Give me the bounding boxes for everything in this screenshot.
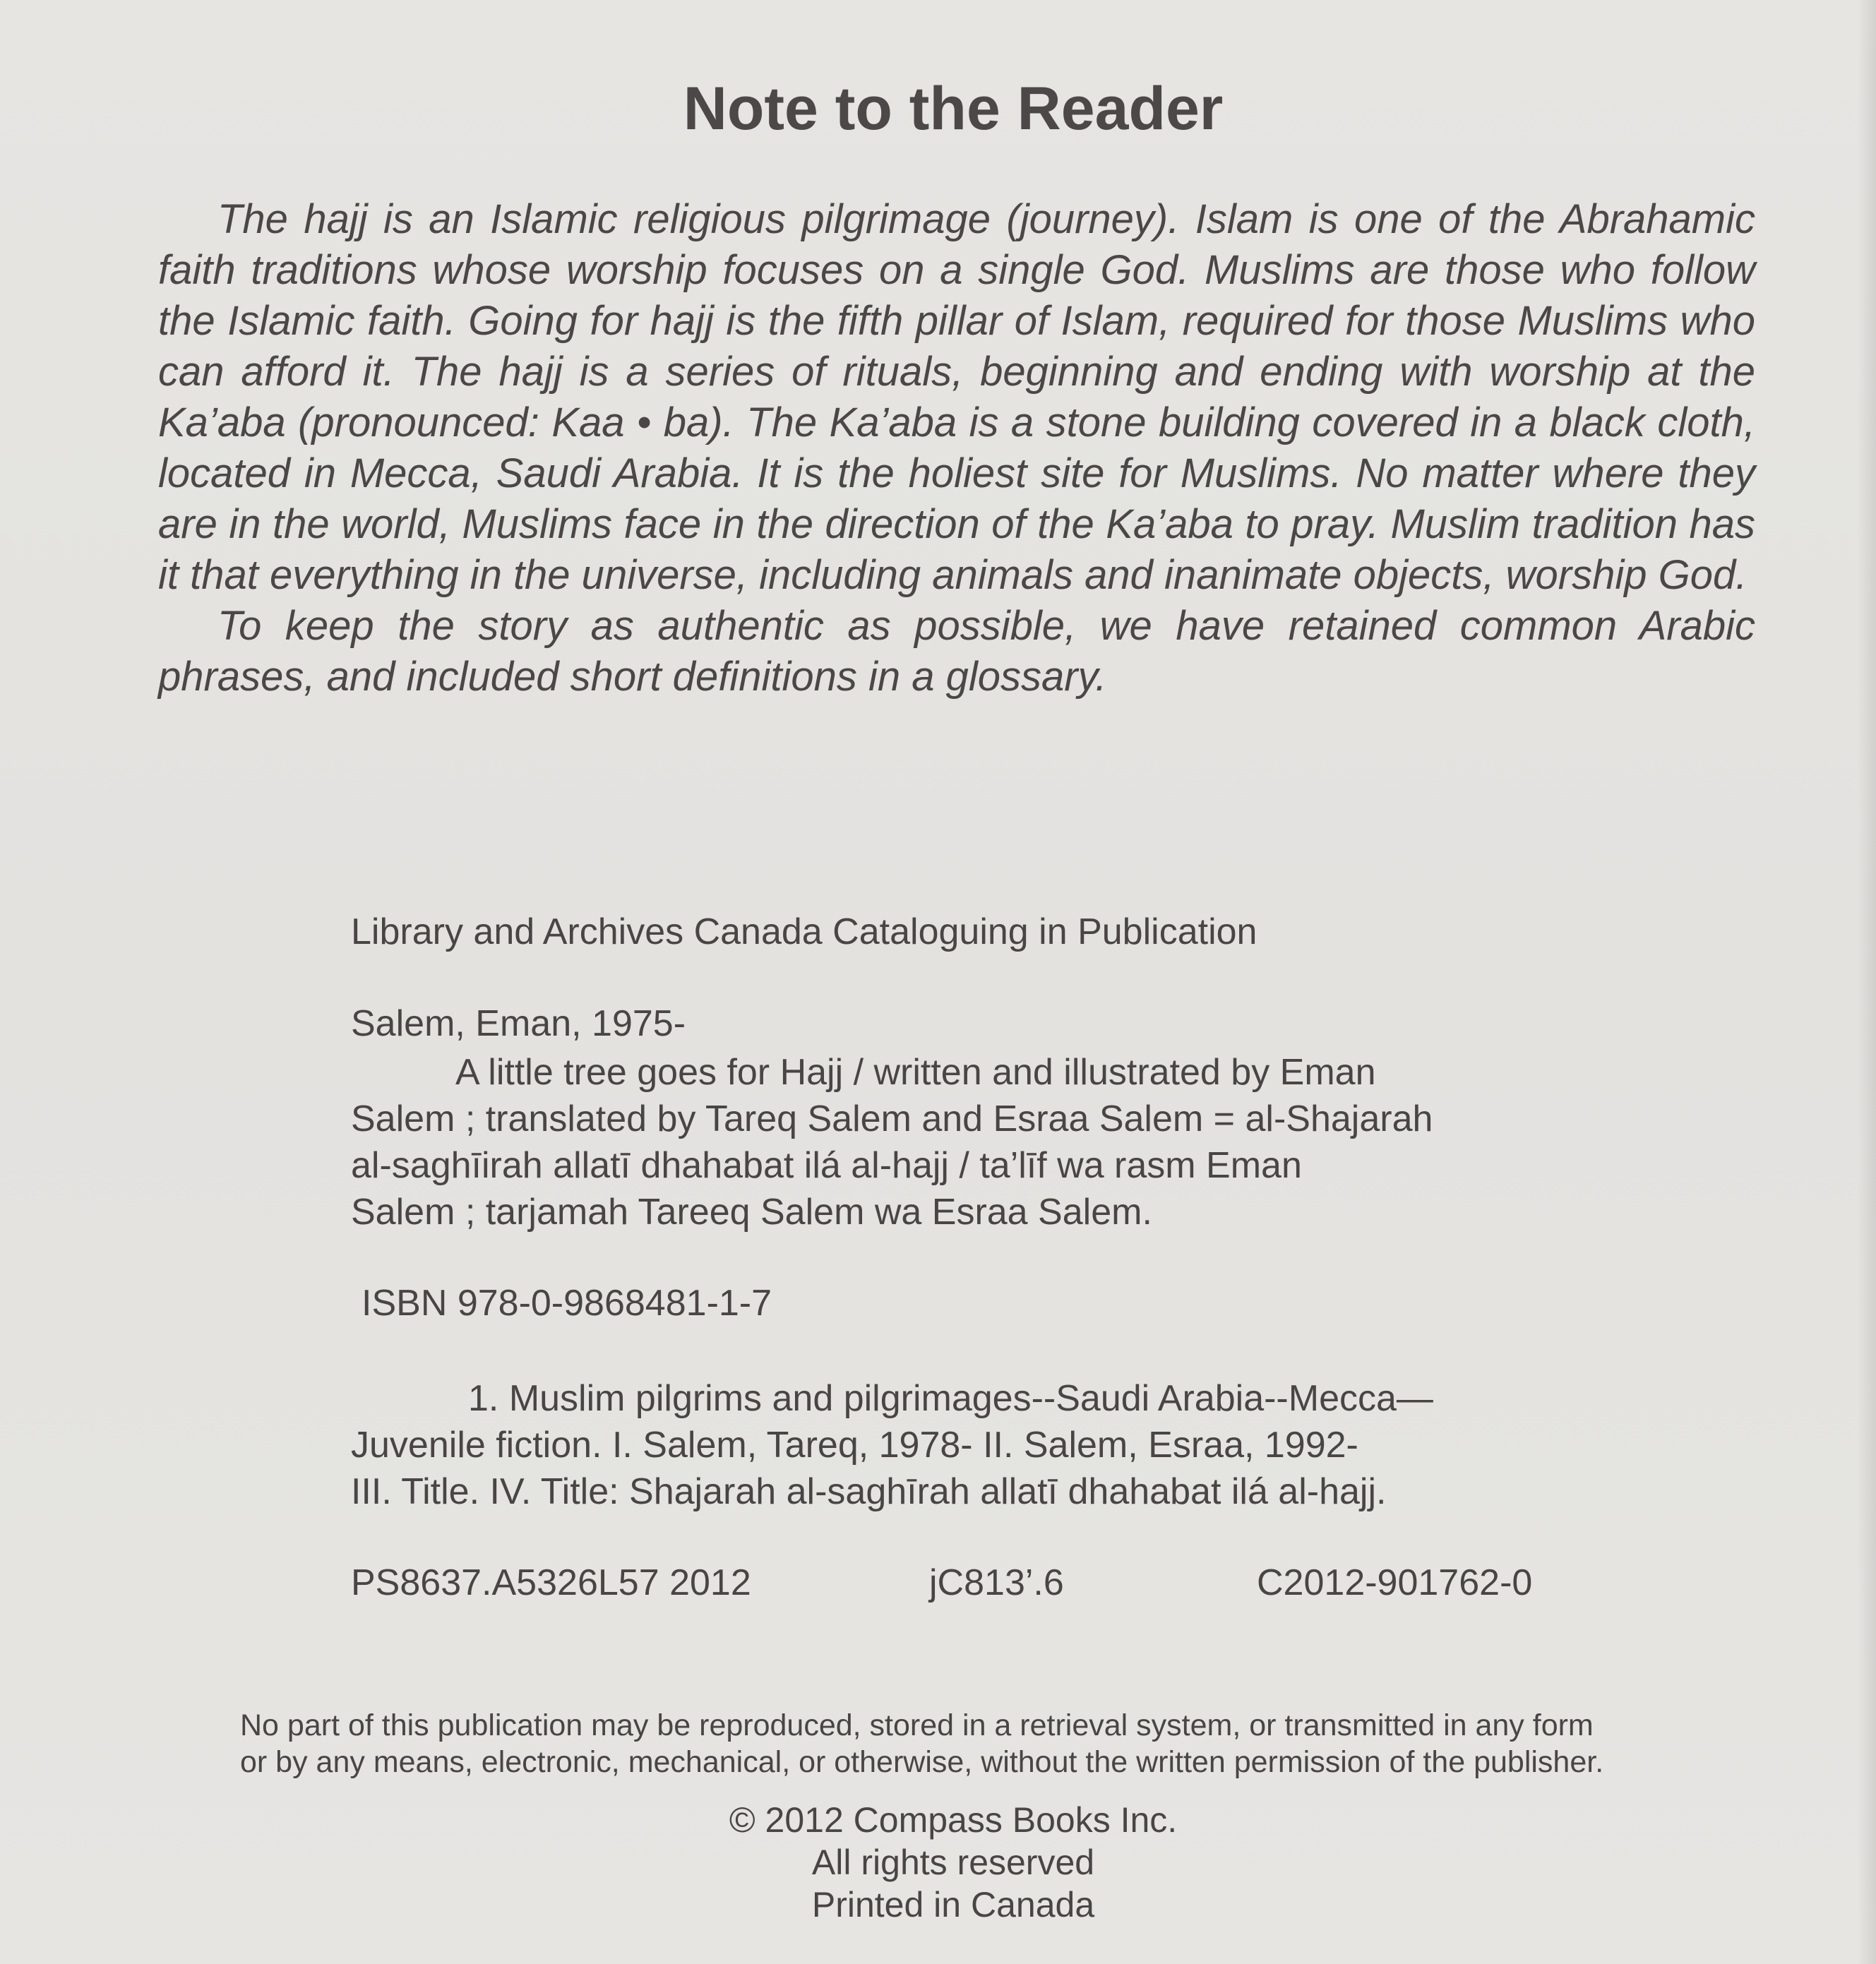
rights-line: No part of this publication may be reproduced, stored in a retrieval system, or transmitted in any form: [240, 1708, 1594, 1742]
cip-number: C2012-901762-0: [1257, 1562, 1533, 1603]
catalog-subject-line: 1. Muslim pilgrims and pilgrimages--Saudi Arabia--Mecca—: [468, 1378, 1433, 1419]
rights-line: or by any means, electronic, mechanical, or otherwise, without the written permission of the publisher.: [240, 1745, 1604, 1779]
catalog-description-line: Salem ; tarjamah Tareeq Salem wa Esraa Salem.: [351, 1192, 1152, 1233]
catalog-description-line: al-saghīirah allatī dhahabat ilá al-hajj / ta’līf wa rasm Eman: [351, 1145, 1302, 1186]
catalog-description: [351, 1049, 1551, 1235]
dewey-classification: jC813’.6: [929, 1562, 1064, 1603]
printed-in-line: Printed in Canada: [811, 1885, 1095, 1924]
note-body: [158, 194, 1755, 702]
rights-reserved-line: All rights reserved: [811, 1843, 1095, 1882]
catalog-description-line: A little tree goes for Hajj / written and illustrated by Eman: [455, 1052, 1376, 1093]
catalog-description-line: Salem ; translated by Tareq Salem and Esraa Salem = al-Shajarah: [351, 1098, 1433, 1139]
catalog-author: Salem, Eman, 1975-: [351, 1003, 686, 1044]
imprint: [0, 1799, 1876, 1926]
lc-classification: PS8637.A5326L57 2012: [351, 1562, 751, 1603]
rights-notice: [240, 1707, 1673, 1780]
catalog-subjects: [351, 1375, 1551, 1515]
page-title: Note to the Reader: [683, 75, 1224, 143]
copyright-line: © 2012 Compass Books Inc.: [729, 1800, 1178, 1840]
page-edge-shadow: [1858, 0, 1876, 1964]
cataloguing-header: Library and Archives Canada Cataloguing in Publication: [351, 911, 1257, 952]
note-paragraph-1: The hajj is an Islamic religious pilgrimage (journey). Islam is one of the Abrahamic faith traditions whose worship focuses on a single God. Muslims are those who follow the Islamic faith. Going for hajj is the fifth pillar of Islam, required for those Muslims who can afford it. The hajj is a series of rituals, beginning and ending with worship at the Ka’aba (pronounced: Kaa • ba). The Ka’aba is a stone building covered in a black cloth, located in Mecca, Saudi Arabia. It is the holiest site for Muslims. No matter where they are in the world, Muslims face in the direction of the Ka’aba to pray. Muslim tradition has it that everything in the universe, including animals and inanimate objects, worship God.: [158, 196, 1755, 598]
catalog-subject-line: III. Title. IV. Title: Shajarah al-saghīrah allatī dhahabat ilá al-hajj.: [351, 1471, 1387, 1512]
catalog-isbn: ISBN 978-0-9868481-1-7: [362, 1283, 772, 1324]
note-paragraph-2: To keep the story as authentic as possible, we have retained common Arabic phrases, and included short definitions in a glossary.: [158, 603, 1755, 700]
catalog-subject-line: Juvenile fiction. I. Salem, Tareq, 1978- II. Salem, Esraa, 1992-: [351, 1425, 1358, 1466]
